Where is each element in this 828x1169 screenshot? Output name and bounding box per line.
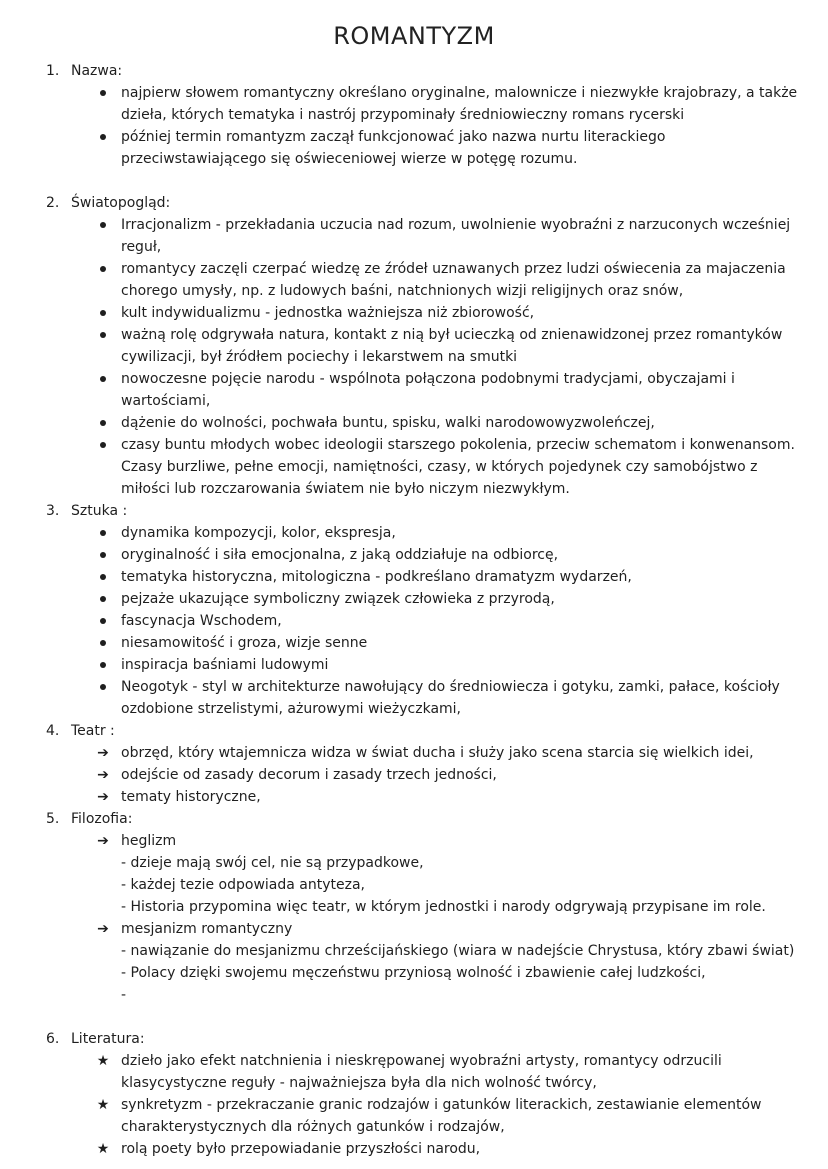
section-label: Światopogląd: <box>71 195 171 211</box>
section-label: Literatura: <box>71 1031 145 1047</box>
list-item <box>0 742 828 764</box>
list-item-text: pejzaże ukazujące symboliczny związek człowieka z przyrodą, <box>121 591 555 607</box>
bullet-list <box>0 82 828 170</box>
list-item <box>0 786 828 808</box>
sub-list-line: - Polacy dzięki swojemu męczeństwu przyniosą wolność i zbawienie całej ludzkości, <box>121 965 706 981</box>
section-heading <box>0 1028 828 1050</box>
section-number: 4. <box>46 723 60 739</box>
section-number: 5. <box>46 811 60 827</box>
section-heading <box>0 720 828 742</box>
list-item <box>0 434 828 500</box>
section-label: Filozofia: <box>71 811 133 827</box>
section-heading <box>0 500 828 522</box>
list-item-text: dynamika kompozycji, kolor, ekspresja, <box>121 525 396 541</box>
section-heading <box>0 192 828 214</box>
spacer <box>0 1006 828 1028</box>
section-heading <box>0 808 828 830</box>
section-number: 6. <box>46 1031 60 1047</box>
list-item-text: rolą poety było przepowiadanie przyszłości narodu, <box>121 1141 481 1157</box>
bullet-list <box>0 1050 828 1160</box>
arrow-right-icon: ➔ <box>97 789 109 805</box>
list-item <box>0 544 828 566</box>
sub-list-line: - Historia przypomina więc teatr, w którym jednostki i narody odgrywają przypisane im role. <box>121 899 766 915</box>
list-item-text: czasy buntu młodych wobec ideologii starszego pokolenia, przeciw schematom i konwenansom. Czasy burzliwe, pełne emocji, namiętności, czasy, w których pojedynek czy samobójstwo z miłości lub rozczarowania światem nie było niczym niezwykłym. <box>121 437 795 497</box>
section-heading <box>0 60 828 82</box>
arrow-right-icon: ➔ <box>97 767 109 783</box>
sub-list-line: - dzieje mają swój cel, nie są przypadkowe, <box>121 855 424 871</box>
list-item-text: dążenie do wolności, pochwała buntu, spisku, walki narodowowyzwoleńczej, <box>121 415 655 431</box>
star-icon: ★ <box>96 1141 110 1157</box>
list-item-text: nowoczesne pojęcie narodu - wspólnota połączona podobnymi tradycjami, obyczajami i wartościami, <box>121 371 735 409</box>
section <box>0 500 828 720</box>
section <box>0 720 828 808</box>
section <box>0 192 828 500</box>
list-item <box>0 830 828 852</box>
page-title: ROMANTYZM <box>333 22 495 50</box>
list-item-text: fascynacja Wschodem, <box>121 613 282 629</box>
list-item <box>0 82 828 126</box>
bullet-list <box>0 214 828 500</box>
list-item <box>0 258 828 302</box>
list-item-text: Neogotyk - styl w architekturze nawołujący do średniowiecza i gotyku, zamki, pałace, kościoły ozdobione strzelistymi, ażurowymi wieżyczkami, <box>121 679 780 717</box>
list-item <box>0 368 828 412</box>
arrow-right-icon: ➔ <box>97 833 109 849</box>
arrow-right-icon: ➔ <box>97 745 109 761</box>
list-item <box>0 918 828 940</box>
section-label: Sztuka : <box>71 503 128 519</box>
list-item-text: oryginalność i siła emocjonalna, z jaką oddziałuje na odbiorcę, <box>121 547 559 563</box>
list-item-text: odejście od zasady decorum i zasady trzech jedności, <box>121 767 497 783</box>
list-item <box>0 654 828 676</box>
list-item <box>0 764 828 786</box>
list-item-text: heglizm <box>121 833 177 849</box>
list-item <box>0 126 828 170</box>
list-item-text: synkretyzm - przekraczanie granic rodzajów i gatunków literackich, zestawianie elementów charakterystycznych dla różnych gatunków i rodzajów, <box>121 1097 762 1135</box>
sub-list-line: - każdej tezie odpowiada antyteza, <box>121 877 365 893</box>
list-item <box>0 302 828 324</box>
list-item <box>0 566 828 588</box>
list-item <box>0 1138 828 1160</box>
section-number: 1. <box>46 63 60 79</box>
list-item <box>0 214 828 258</box>
star-icon: ★ <box>96 1097 110 1113</box>
list-item-text: dzieło jako efekt natchnienia i nieskrępowanej wyobraźni artysty, romantycy odrzucili klasycystyczne reguły - najważniejsza była dla nich wolność twórcy, <box>121 1053 722 1091</box>
list-item-text: inspiracja baśniami ludowymi <box>121 657 329 673</box>
list-item <box>0 610 828 632</box>
list-item <box>0 1094 828 1138</box>
list-item <box>0 324 828 368</box>
arrow-right-icon: ➔ <box>97 921 109 937</box>
list-item <box>0 1050 828 1094</box>
list-item <box>0 588 828 610</box>
list-item-text: niesamowitość i groza, wizje senne <box>121 635 368 651</box>
list-item-text: Irracjonalizm - przekładania uczucia nad rozum, uwolnienie wyobraźni z narzuconych wcześniej reguł, <box>121 217 791 255</box>
list-item <box>0 522 828 544</box>
list-item-text: mesjanizm romantyczny <box>121 921 293 937</box>
document-content <box>0 60 828 1160</box>
section <box>0 808 828 1006</box>
list-item-text: ważną rolę odgrywała natura, kontakt z nią był ucieczką od znienawidzonej przez romantyków cywilizacji, był źródłem pociechy i lekarstwem na smutki <box>121 327 783 365</box>
star-icon: ★ <box>96 1053 110 1069</box>
list-item <box>0 676 828 720</box>
section <box>0 1028 828 1160</box>
section-label: Nazwa: <box>71 63 123 79</box>
list-item-text: obrzęd, który wtajemnicza widza w świat ducha i służy jako scena starcia się wielkich idei, <box>121 745 754 761</box>
section-number: 3. <box>46 503 60 519</box>
section-number: 2. <box>46 195 60 211</box>
list-item-text: później termin romantyzm zaczął funkcjonować jako nazwa nurtu literackiego przeciwstawiającego się oświeceniowej wierze w potęgę rozumu. <box>121 129 666 167</box>
list-item <box>0 632 828 654</box>
sub-list-line: - nawiązanie do mesjanizmu chrześcijańskiego (wiara w nadejście Chrystusa, który zbawi świat) <box>121 943 795 959</box>
spacer <box>0 170 828 192</box>
list-item-text: tematy historyczne, <box>121 789 261 805</box>
list-item-text: romantycy zaczęli czerpać wiedzę ze źródeł uznawanych przez ludzi oświecenia za majaczenia chorego umysły, np. z ludowych baśni, natchnionych wizji religijnych oraz snów, <box>121 261 786 299</box>
list-item-text: najpierw słowem romantyczny określano oryginalne, malownicze i niezwykłe krajobrazy, a także dzieła, których tematyka i nastrój przypominały średniowieczny romans rycerski <box>121 85 798 123</box>
bullet-list <box>0 522 828 720</box>
list-item-text: kult indywidualizmu - jednostka ważniejsza niż zbiorowość, <box>121 305 535 321</box>
bullet-list <box>0 742 828 808</box>
list-item-text: tematyka historyczna, mitologiczna - podkreślano dramatyzm wydarzeń, <box>121 569 632 585</box>
bullet-list <box>0 830 828 1006</box>
section <box>0 60 828 170</box>
section-label: Teatr : <box>71 723 115 739</box>
sub-list-line: - <box>121 987 127 1003</box>
list-item <box>0 412 828 434</box>
